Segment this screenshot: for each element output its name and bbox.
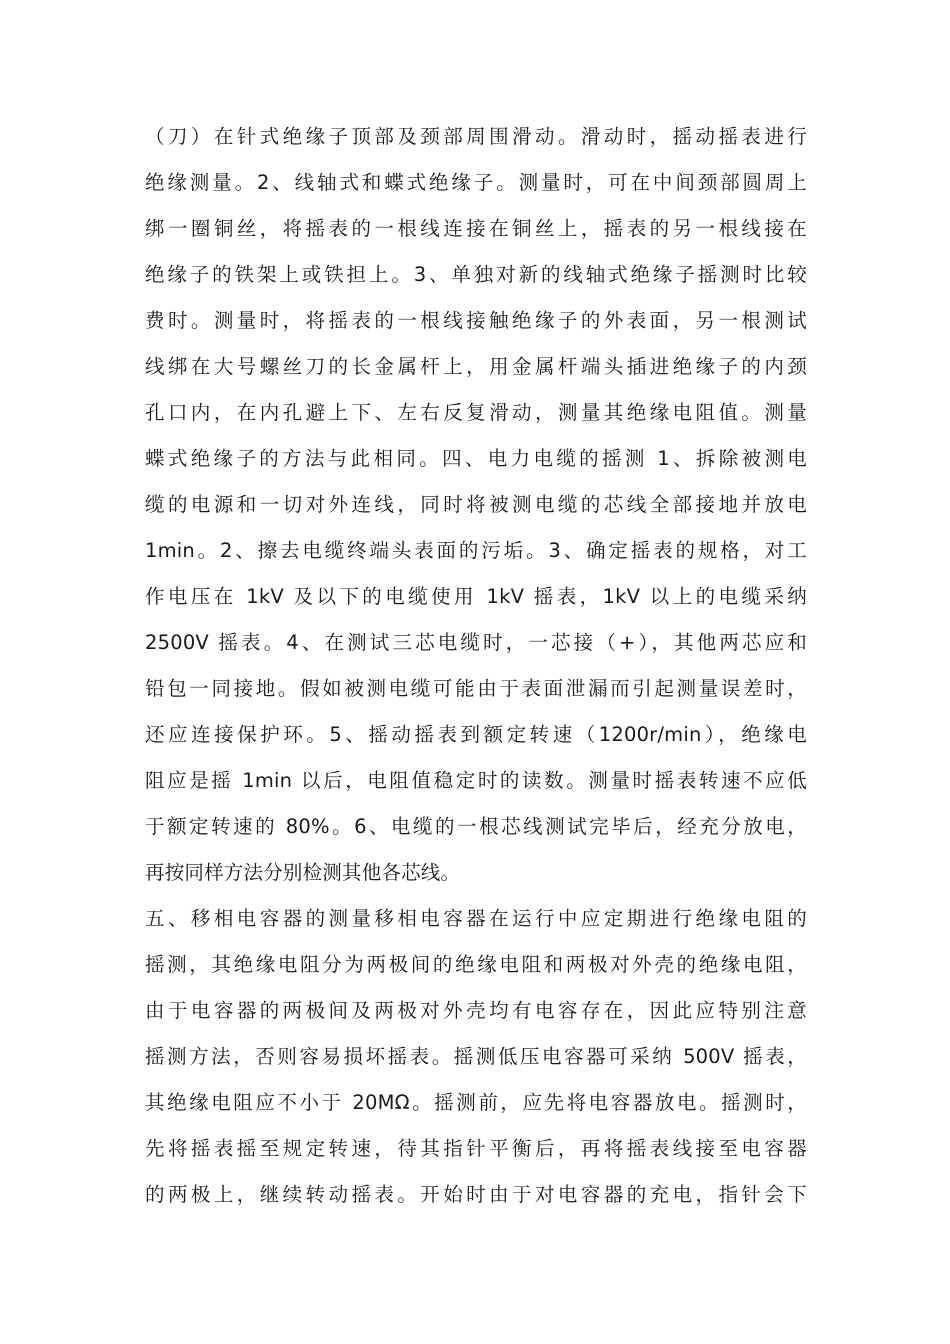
text-line: 再按同样方法分别检测其他各芯线。 [145,861,461,884]
text-line: 绑一圈铜丝，将摇表的一根线连接在铜丝上，摇表的另一根线接在 [145,217,807,240]
text-line: 摇测，其绝缘电阻分为两极间的绝缘电阻和两极对外壳的绝缘电阻， [145,953,807,976]
text-line: 于额定转速的 80%。6、电缆的一根芯线测试完毕后，经充分放电， [145,815,807,838]
text-line: 由于电容器的两极间及两极对外壳均有电容存在，因此应特别注意 [145,999,807,1022]
text-line: （刀）在针式绝缘子顶部及颈部周围滑动。滑动时，摇动摇表进行 [145,125,807,148]
text-line: 先将摇表摇至规定转速，待其指针平衡后，再将摇表线接至电容器 [145,1137,807,1160]
document-body [145,114,807,1218]
text-line: 其绝缘电阻应不小于 20MΩ。摇测前，应先将电容器放电。摇测时， [145,1091,807,1114]
text-line: 费时。测量时，将摇表的一根线接触绝缘子的外表面，另一根测试 [145,309,807,332]
text-line: 缆的电源和一切对外连线，同时将被测电缆的芯线全部接地并放电 [145,493,807,516]
text-line: 1min。2、擦去电缆终端头表面的污垢。3、确定摇表的规格，对工 [145,539,807,562]
text-line: 绝缘测量。2、线轴式和蝶式绝缘子。测量时，可在中间颈部圆周上 [145,171,807,194]
text-line: 2500V 摇表。4、在测试三芯电缆时，一芯接（+），其他两芯应和 [145,631,807,654]
paragraph-capacitor [145,896,807,1218]
text-line: 线绑在大号螺丝刀的长金属杆上，用金属杆端头插进绝缘子的内颈 [145,355,807,378]
text-line: 阻应是摇 1min 以后，电阻值稳定时的读数。测量时摇表转速不应低 [145,769,807,792]
text-line: 绝缘子的铁架上或铁担上。3、单独对新的线轴式绝缘子摇测时比较 [145,263,807,286]
text-line: 还应连接保护环。5、摇动摇表到额定转速（1200r/min），绝缘电 [145,723,807,746]
text-line: 铅包一同接地。假如被测电缆可能由于表面泄漏而引起测量误差时， [145,677,807,700]
text-line: 摇测方法，否则容易损坏摇表。摇测低压电容器可采纳 500V 摇表， [145,1045,807,1068]
paragraph-power-cable [145,114,807,896]
text-line: 孔口内，在内孔避上下、左右反复滑动，测量其绝缘电阻值。测量 [145,401,807,424]
text-line: 的两极上，继续转动摇表。开始时由于对电容器的充电，指针会下 [145,1183,807,1206]
text-line: 作电压在 1kV 及以下的电缆使用 1kV 摇表，1kV 以上的电缆采纳 [145,585,807,608]
text-line: 蝶式绝缘子的方法与此相同。四、电力电缆的摇测 1、拆除被测电 [145,447,807,470]
text-line: 五、移相电容器的测量移相电容器在运行中应定期进行绝缘电阻的 [145,907,807,930]
